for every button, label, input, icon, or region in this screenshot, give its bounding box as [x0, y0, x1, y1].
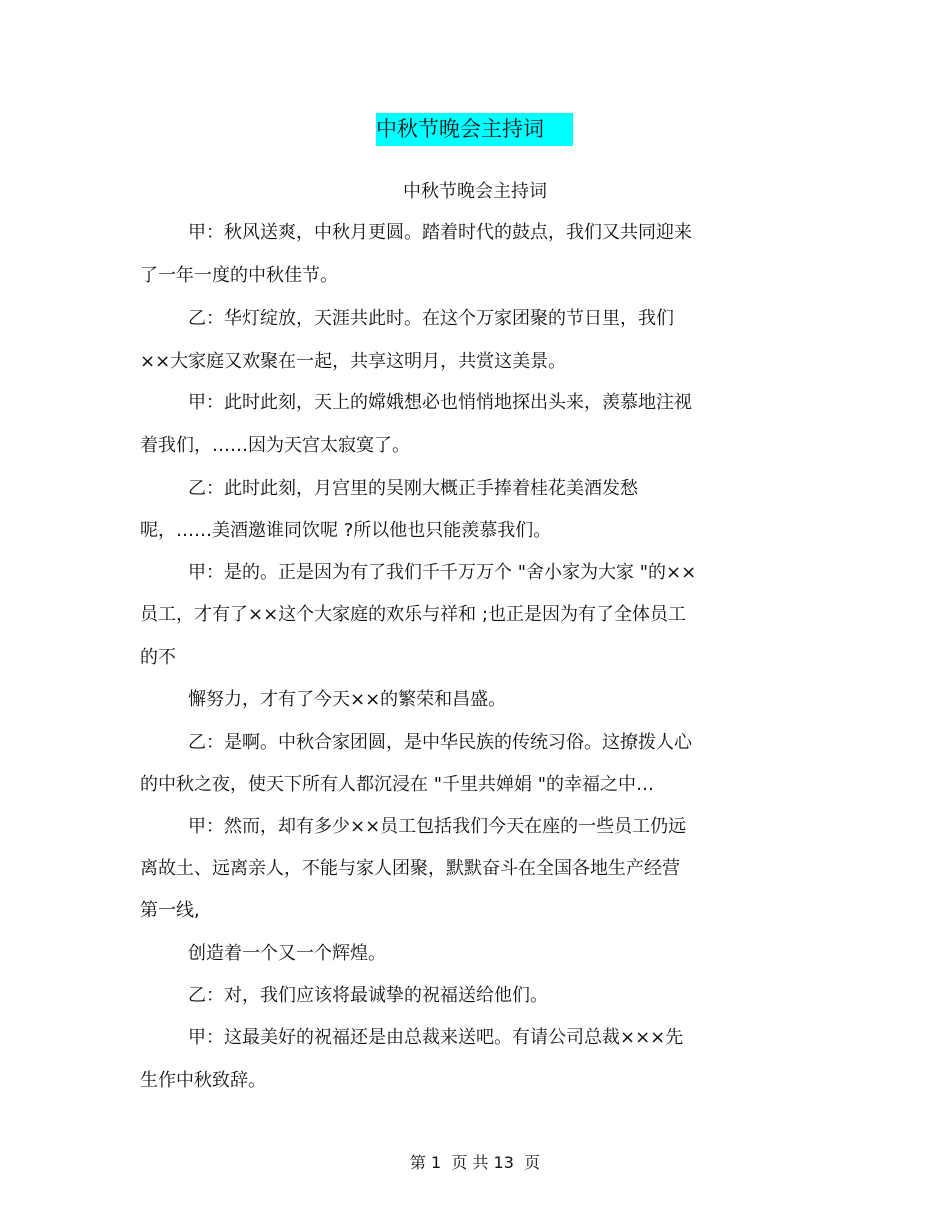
text-line: 甲：是的。正是因为有了我们千千万万个 "舍小家为大家 "的××	[188, 562, 697, 583]
text-line: 甲：秋风送爽，中秋月更圆。踏着时代的鼓点，我们又共同迎来	[188, 222, 692, 243]
text-line: 甲：这最美好的祝福还是由总裁来送吧。有请公司总裁×××先	[188, 1027, 684, 1048]
text-line: 乙：对，我们应该将最诚挚的祝福送给他们。	[188, 985, 548, 1006]
text-line: 员工，才有了××这个大家庭的欢乐与祥和 ;也正是因为有了全体员工	[140, 604, 686, 625]
text-line: 甲：此时此刻，天上的嫦娥想必也悄悄地探出头来，羡慕地注视	[188, 392, 692, 413]
text-line: ××大家庭又欢聚在一起，共享这明月，共赏这美景。	[140, 351, 567, 372]
text-line: 第一线,	[140, 900, 200, 921]
document-title: 中秋节晚会主持词	[376, 113, 573, 146]
text-line: 着我们，……因为天宫太寂寞了。	[140, 435, 410, 456]
text-line: 生作中秋致辞。	[140, 1070, 266, 1091]
text-line: 创造着一个又一个辉煌。	[188, 943, 386, 964]
text-line: 乙：是啊。中秋合家团圆，是中华民族的传统习俗。这撩拨人心	[188, 732, 692, 753]
text-line: 的中秋之夜，使天下所有人都沉浸在 "千里共婵娟 "的幸福之中…	[140, 774, 654, 795]
text-line: 呢，……美酒邀谁同饮呢 ?所以他也只能羡慕我们。	[140, 520, 552, 541]
page-number-footer: 第 1 页 共 13 页	[409, 1153, 541, 1172]
text-line: 甲：然而，却有多少××员工包括我们今天在座的一些员工仍远	[188, 816, 687, 837]
text-line: 了一年一度的中秋佳节。	[140, 265, 338, 286]
document-subtitle: 中秋节晚会主持词	[403, 181, 547, 202]
text-line: 的不	[140, 647, 176, 668]
text-line: 乙：此时此刻，月宫里的吴刚大概正手捧着桂花美酒发愁	[188, 478, 638, 499]
text-line: 懈努力，才有了今天××的繁荣和昌盛。	[188, 689, 507, 710]
text-line: 乙：华灯绽放，天涯共此时。在这个万家团聚的节日里，我们	[188, 308, 674, 329]
text-line: 离故土、远离亲人，不能与家人团聚，默默奋斗在全国各地生产经营	[140, 858, 680, 879]
